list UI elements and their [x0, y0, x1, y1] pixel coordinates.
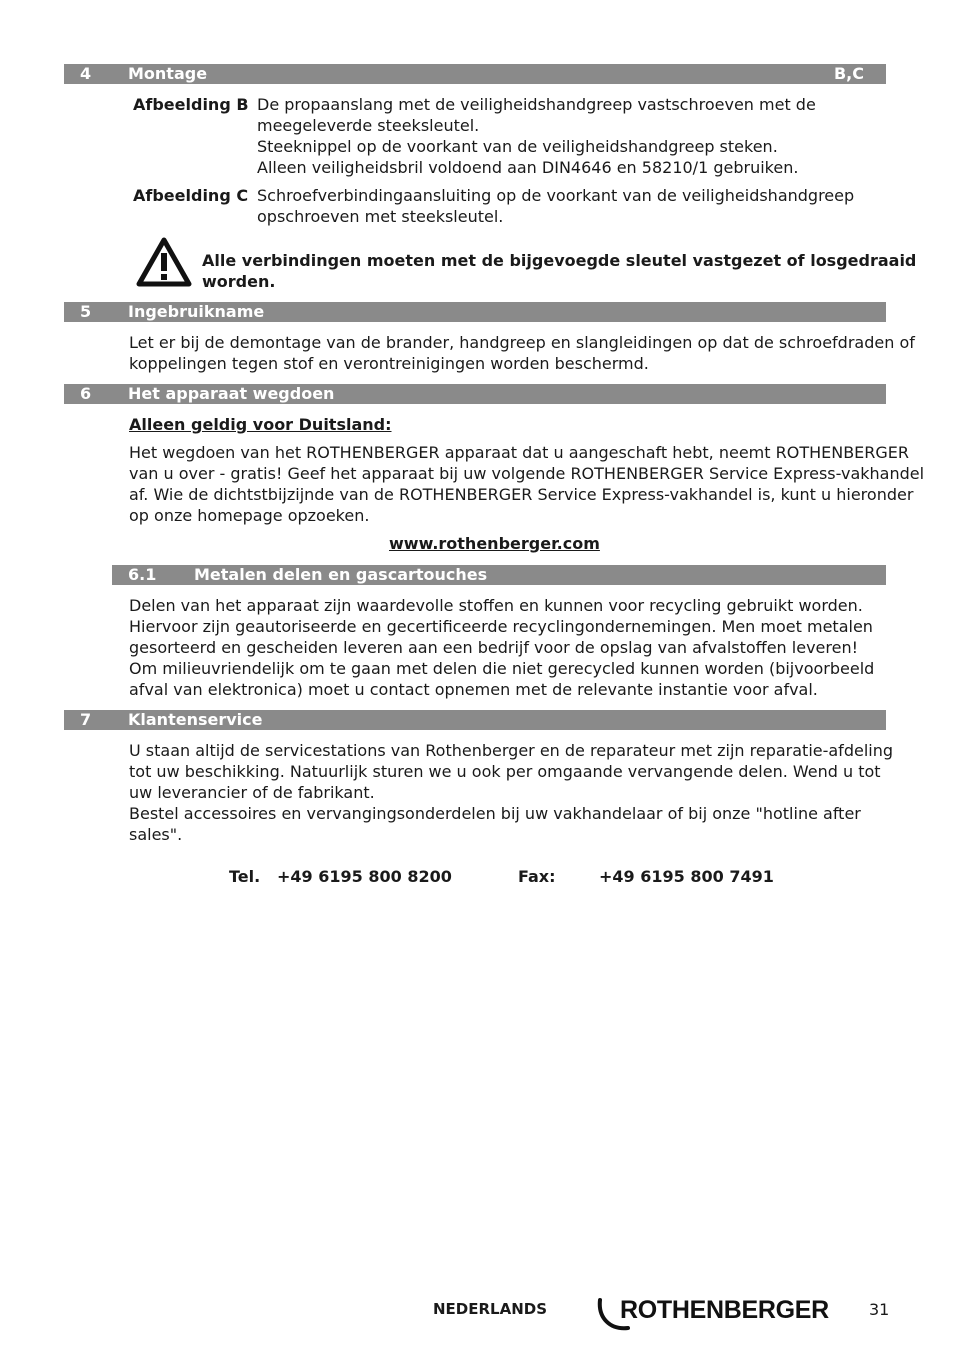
- section-title: Montage: [128, 64, 208, 83]
- figure-b-label: Afbeelding B: [133, 95, 249, 114]
- text-line: Delen van het apparaat zijn waardevolle stoffen en kunnen voor recycling gebruikt worden.: [129, 596, 863, 615]
- homepage-link[interactable]: www.rothenberger.com: [389, 534, 600, 553]
- fax-value: +49 6195 800 7491: [599, 867, 774, 886]
- section-header-metalen: [112, 565, 886, 585]
- text-line: opschroeven met steeksleutel.: [257, 207, 504, 226]
- footer-language: NEDERLANDS: [433, 1300, 548, 1318]
- text-line: Het wegdoen van het ROTHENBERGER apparaat dat u aangeschaft hebt, neemt ROTHENBERGER: [129, 443, 910, 462]
- text-line: Hiervoor zijn geautoriseerde en gecertificeerde recyclingondernemingen. Men moet metalen: [129, 617, 873, 636]
- text-line: uw leverancier of de fabrikant.: [129, 783, 375, 802]
- text-line: Om milieuvriendelijk om te gaan met delen die niet gerecycled kunnen worden (bijvoorbeeld: [129, 659, 875, 678]
- text-line: U staan altijd de servicestations van Rothenberger en de reparateur met zijn reparatie-afdeling: [129, 741, 893, 760]
- section-title: Klantenservice: [128, 710, 263, 729]
- ingebruikname-text: [129, 332, 915, 374]
- figure-c-text: [257, 185, 854, 227]
- section-header-ingebruikname: [64, 302, 886, 322]
- fax-label: Fax:: [518, 867, 556, 886]
- text-line: Schroefverbindingaansluiting op de voorkant van de veiligheidshandgreep: [257, 186, 855, 205]
- text-line: Alle verbindingen moeten met de bijgevoegde sleutel vastgezet of losgedraaid: [202, 251, 917, 270]
- text-line: De propaanslang met de veiligheidshandgreep vastschroeven met de: [257, 95, 816, 114]
- section-number: 5: [80, 302, 92, 321]
- page-number: 31: [869, 1300, 890, 1319]
- text-line: af. Wie de dichtstbijzijnde van de ROTHENBERGER Service Express-vakhandel is, kunt u hieronder: [129, 485, 914, 504]
- text-line: sales".: [129, 825, 183, 844]
- section-title: Ingebruikname: [128, 302, 265, 321]
- wegdoen-text: [129, 442, 924, 526]
- figure-b-text: [257, 94, 816, 178]
- figure-c-label: Afbeelding C: [133, 186, 249, 205]
- section-number: 4: [80, 64, 92, 83]
- section-title: Metalen delen en gascartouches: [194, 565, 488, 584]
- section-header-wegdoen: [64, 384, 886, 404]
- text-line: afval van elektronica) moet u contact opnemen met de relevante instantie voor afval.: [129, 680, 818, 699]
- tel-value: +49 6195 800 8200: [277, 867, 452, 886]
- warning-text: [202, 250, 916, 292]
- text-line: op onze homepage opzoeken.: [129, 506, 370, 525]
- text-line: van u over - gratis! Geef het apparaat bij uw volgende ROTHENBERGER Service Express-vakhandel: [129, 464, 925, 483]
- text-line: Let er bij de demontage van de brander, handgreep en slangleidingen op dat de schroefdraden of: [129, 333, 915, 352]
- text-line: Steeknippel op de voorkant van de veiligheidshandgreep steken.: [257, 137, 778, 156]
- germany-only-subtitle: Alleen geldig voor Duitsland:: [129, 415, 392, 434]
- section-title: Het apparaat wegdoen: [128, 384, 335, 403]
- logo-brand-text: ROTHENBERGER: [620, 1296, 829, 1324]
- rothenberger-logo: [596, 1294, 836, 1334]
- section-number: 6: [80, 384, 92, 403]
- text-line: gesorteerd en gescheiden leveren aan een bedrijf voor de opslag van afvalstoffen leveren!: [129, 638, 858, 657]
- figure-reference: B,C: [833, 64, 864, 83]
- text-line: meegeleverde steeksleutel.: [257, 116, 480, 135]
- section-header-klantenservice: [64, 710, 886, 730]
- section-header-montage: [64, 64, 886, 84]
- section-number: 6.1: [128, 565, 157, 584]
- section-number: 7: [80, 710, 92, 729]
- warning-triangle-icon: [136, 237, 192, 287]
- text-line: Bestel accessoires en vervangingsonderdelen bij uw vakhandelaar of bij onze "hotline after: [129, 804, 861, 823]
- klantenservice-text: [129, 740, 893, 845]
- metalen-text: [129, 595, 874, 700]
- text-line: worden.: [202, 272, 276, 291]
- tel-label: Tel.: [229, 867, 261, 886]
- text-line: tot uw beschikking. Natuurlijk sturen we u ook per omgaande vervangende delen. Wend u tot: [129, 762, 881, 781]
- text-line: koppelingen tegen stof en verontreinigingen worden beschermd.: [129, 354, 649, 373]
- text-line: Alleen veiligheidsbril voldoend aan DIN4646 en 58210/1 gebruiken.: [257, 158, 799, 177]
